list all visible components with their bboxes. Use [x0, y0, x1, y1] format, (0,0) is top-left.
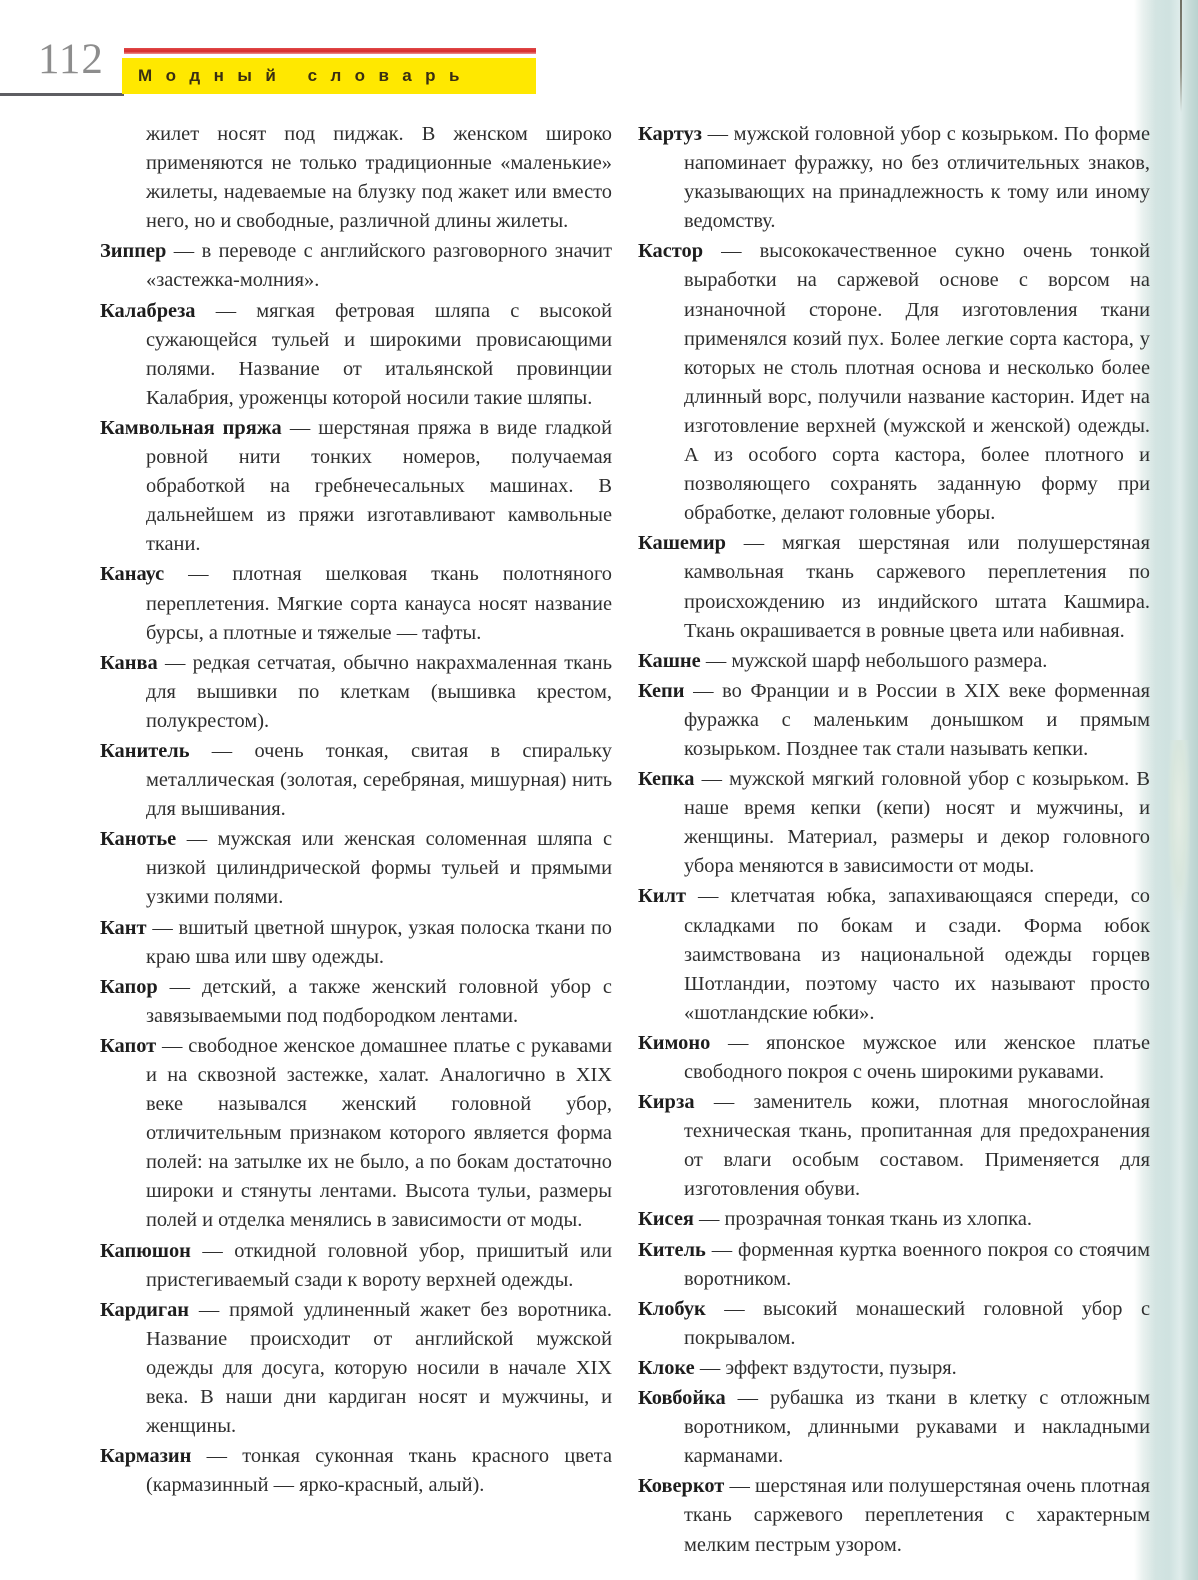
page-number: 112 — [38, 36, 104, 83]
dictionary-entry — [638, 1236, 1150, 1294]
dictionary-entry — [100, 825, 612, 912]
dictionary-entry — [100, 297, 612, 413]
entry-definition: — заменитель кожи, плотная многослойная техническая ткань, пропитанная для предохранения от влаги особым составом. Применяется для изготовления обуви. — [684, 1091, 1150, 1201]
entry-term: Канотье — [100, 828, 177, 851]
entry-definition: — вшитый цветной шнурок, узкая полоска ткани по краю шва или шву одежды. — [146, 916, 612, 968]
entry-term: Кармазин — [100, 1445, 192, 1468]
entry-term: Калабреза — [100, 299, 196, 322]
section-banner — [122, 58, 536, 94]
entry-term: Канва — [100, 651, 158, 674]
entry-term: Килт — [638, 885, 686, 908]
entry-term: Картуз — [638, 123, 702, 145]
entry-definition: — свободное женское домашнее платье с рукавами и на сквозной застежке, халат. Аналогично в XIX веке назывался женский головной убор, отличительным признаком которого является форма полей: на затылке их не было, а по бокам достаточно широки и стянуты лентами. Высота тульи, размеры полей и отделка менялись в зависимости от моды. — [146, 1034, 613, 1232]
entry-term: Кант — [100, 916, 147, 939]
dictionary-entry — [638, 1029, 1150, 1087]
dictionary-entry — [638, 1472, 1150, 1559]
entry-definition: — в переводе с английского разговорного значит «застежка-молния». — [146, 240, 612, 292]
entry-term: Коверкот — [638, 1475, 725, 1498]
page-header — [0, 36, 560, 112]
text-body — [0, 120, 1160, 1570]
dictionary-entry — [638, 1295, 1150, 1353]
entry-definition: — мужской головной убор с козырьком. По форме напоминает фуражку, но без отличительных знаков, указывающих на принадлежность к тому или иному ведомству. — [684, 123, 1150, 233]
entry-definition: — мягкая фетровая шляпа с высокой сужающейся тульей и широкими провисающими полями. Название от итальянской провинции Калабрия, уроженцы которой носили такие шляпы. — [146, 299, 612, 409]
entry-term: Клобук — [638, 1297, 706, 1320]
entry-term: Капюшон — [100, 1239, 191, 1262]
entry-term: Капор — [100, 975, 158, 998]
entry-term: Ковбойка — [638, 1387, 726, 1410]
entry-definition: — клетчатая юбка, запахивающаяся спереди, со складками по бокам и сзади. Форма юбок заимствована из национальной одежды горцев Шотландии, поэтому часто их называют просто «шотландские юбки». — [684, 885, 1150, 1024]
entry-definition: жилет носят под пиджак. В женском широко применяются не только традиционные «маленькие» жилеты, надеваемые на блузку под жакет или вместо него, но и свободные, различной длины жилеты. — [146, 123, 612, 233]
folio-rule — [0, 93, 124, 96]
entry-term: Кастор — [638, 240, 704, 263]
dictionary-entry — [638, 1384, 1150, 1471]
entry-definition: — детский, а также женский головной убор с завязываемыми под подбородком лентами. — [146, 975, 612, 1027]
entry-definition: — шерстяная или полушерстяная очень плотная ткань саржевого переплетения с характерным мелким пестрым узором. — [684, 1475, 1150, 1556]
dictionary-entry — [638, 237, 1150, 528]
dictionary-entry — [638, 1205, 1150, 1234]
dictionary-entry — [638, 765, 1150, 881]
section-title: Модный словарь — [138, 66, 474, 85]
entry-term: Камвольная пряжа — [100, 416, 282, 439]
entry-term: Кашне — [638, 649, 701, 672]
entry-definition: — редкая сетчатая, обычно накрахмаленная ткань для вышивки по клеткам (вышивка крестом, полукрестом). — [146, 651, 612, 732]
dictionary-entry — [638, 1088, 1150, 1204]
dictionary-entry — [100, 1237, 612, 1295]
entry-definition: — во Франции и в России в XIX веке форменная фуражка с маленьким донышком и прямым козырьком. Позднее так стали называть кепки. — [684, 679, 1150, 760]
entry-definition: — эффект вздутости, пузыря. — [699, 1356, 957, 1379]
dictionary-entry — [638, 1354, 1150, 1383]
entry-definition: — мягкая шерстяная или полушерстяная камвольная ткань саржевого переплетения по происхождению из индийского штата Кашмира. Ткань окрашивается в ровные цвета или набивная. — [684, 532, 1150, 642]
entry-term: Кисея — [638, 1208, 694, 1231]
dictionary-entry — [638, 677, 1150, 764]
dictionary-entry — [100, 120, 612, 236]
dictionary-entry — [100, 1032, 612, 1236]
entry-definition: — плотная шелковая ткань полотняного переплетения. Мягкие сорта канауса носят название бурсы, а плотные и тяжелые — тафты. — [146, 563, 612, 644]
entry-definition: — высококачественное сукно очень тонкой выработки на саржевой основе с ворсом на изнаночной стороне. Для изготовления ткани применялся козий пух. Более легкие сорта кастора, у которых не столь плотная основа и несколько более длинный ворс, получили название касторин. Идет на изготовление верхней (мужской и женской) одежды. А из особого сорта кастора, более плотного и позволяющего сохранять заданную форму при обработке, делают головные уборы. — [684, 240, 1150, 525]
entry-term: Клоке — [638, 1356, 695, 1379]
dictionary-entry — [638, 647, 1150, 676]
entry-definition: — шерстяная пряжа в виде гладкой ровной нити тонких номеров, получаемая обработкой на гребнечесальных машинах. В дальнейшем из пряжи изготавливают камвольные ткани. — [146, 416, 612, 556]
entry-term: Кимоно — [638, 1031, 711, 1054]
entry-term: Кепка — [638, 768, 695, 791]
dictionary-entry — [100, 1296, 612, 1441]
entry-definition: — мужской мягкий головной убор с козырьком. В наше время кепки (кепи) носят и мужчины, и женщины. Материал, размеры и декор головного убора меняются в зависимости от моды. — [684, 768, 1150, 878]
entry-definition: — откидной головной убор, пришитый или пристегиваемый сзади к вороту верхней одежды. — [146, 1239, 612, 1291]
entry-term: Канитель — [100, 739, 190, 762]
dictionary-entry — [100, 737, 612, 824]
book-binding-seam — [1180, 0, 1182, 112]
entry-definition: — форменная куртка военного покроя со стоячим воротником. — [684, 1238, 1150, 1290]
column-right — [638, 120, 1150, 1560]
entry-term: Китель — [638, 1238, 706, 1261]
entry-definition: — мужской шарф небольшого размера. — [705, 649, 1048, 672]
entry-term: Кепи — [638, 679, 685, 702]
entry-definition: — высокий монашеский головной убор с покрывалом. — [684, 1297, 1150, 1349]
entry-definition: — мужская или женская соломенная шляпа с низкой цилиндрической формы тульей и прямыми узкими полями. — [146, 828, 612, 909]
dictionary-entry — [638, 529, 1150, 645]
dictionary-entry — [100, 237, 612, 295]
entry-definition: — прозрачная тонкая ткань из хлопка. — [699, 1208, 1033, 1231]
dictionary-entry — [100, 649, 612, 736]
entry-definition: — тонкая суконная ткань красного цвета (кармазинный — ярко-красный, алый). — [146, 1445, 613, 1497]
entry-definition: — японское мужское или женское платье свободного покроя с очень широкими рукавами. — [684, 1031, 1150, 1083]
entry-term: Канаус — [100, 563, 165, 586]
entry-term: Кирза — [638, 1091, 695, 1114]
entry-definition: — прямой удлиненный жакет без воротника. Название происходит от английской мужской одежды для досуга, которую носили в начале XIX века. В наши дни кардиган носят и мужчины, и женщины. — [146, 1298, 612, 1438]
header-red-rule — [124, 48, 536, 54]
dictionary-entry — [100, 560, 612, 647]
entry-term: Зиппер — [100, 240, 167, 263]
column-left — [100, 120, 612, 1500]
dictionary-entry — [100, 1442, 612, 1500]
entry-term: Кардиган — [100, 1298, 190, 1321]
scan-artifact — [1168, 740, 1190, 920]
dictionary-entry — [100, 414, 612, 559]
dictionary-entry — [638, 120, 1150, 236]
dictionary-entry — [100, 914, 612, 972]
entry-definition: — очень тонкая, свитая в спиральку металлическая (золотая, серебряная, мишурная) нить для вышивания. — [146, 739, 612, 821]
entry-definition: — рубашка из ткани в клетку с отложным воротником, длинными рукавами и накладными карманами. — [684, 1387, 1150, 1468]
entry-term: Кашемир — [638, 532, 726, 555]
entry-term: Капот — [100, 1034, 157, 1057]
dictionary-entry — [100, 973, 612, 1031]
dictionary-entry — [638, 882, 1150, 1027]
